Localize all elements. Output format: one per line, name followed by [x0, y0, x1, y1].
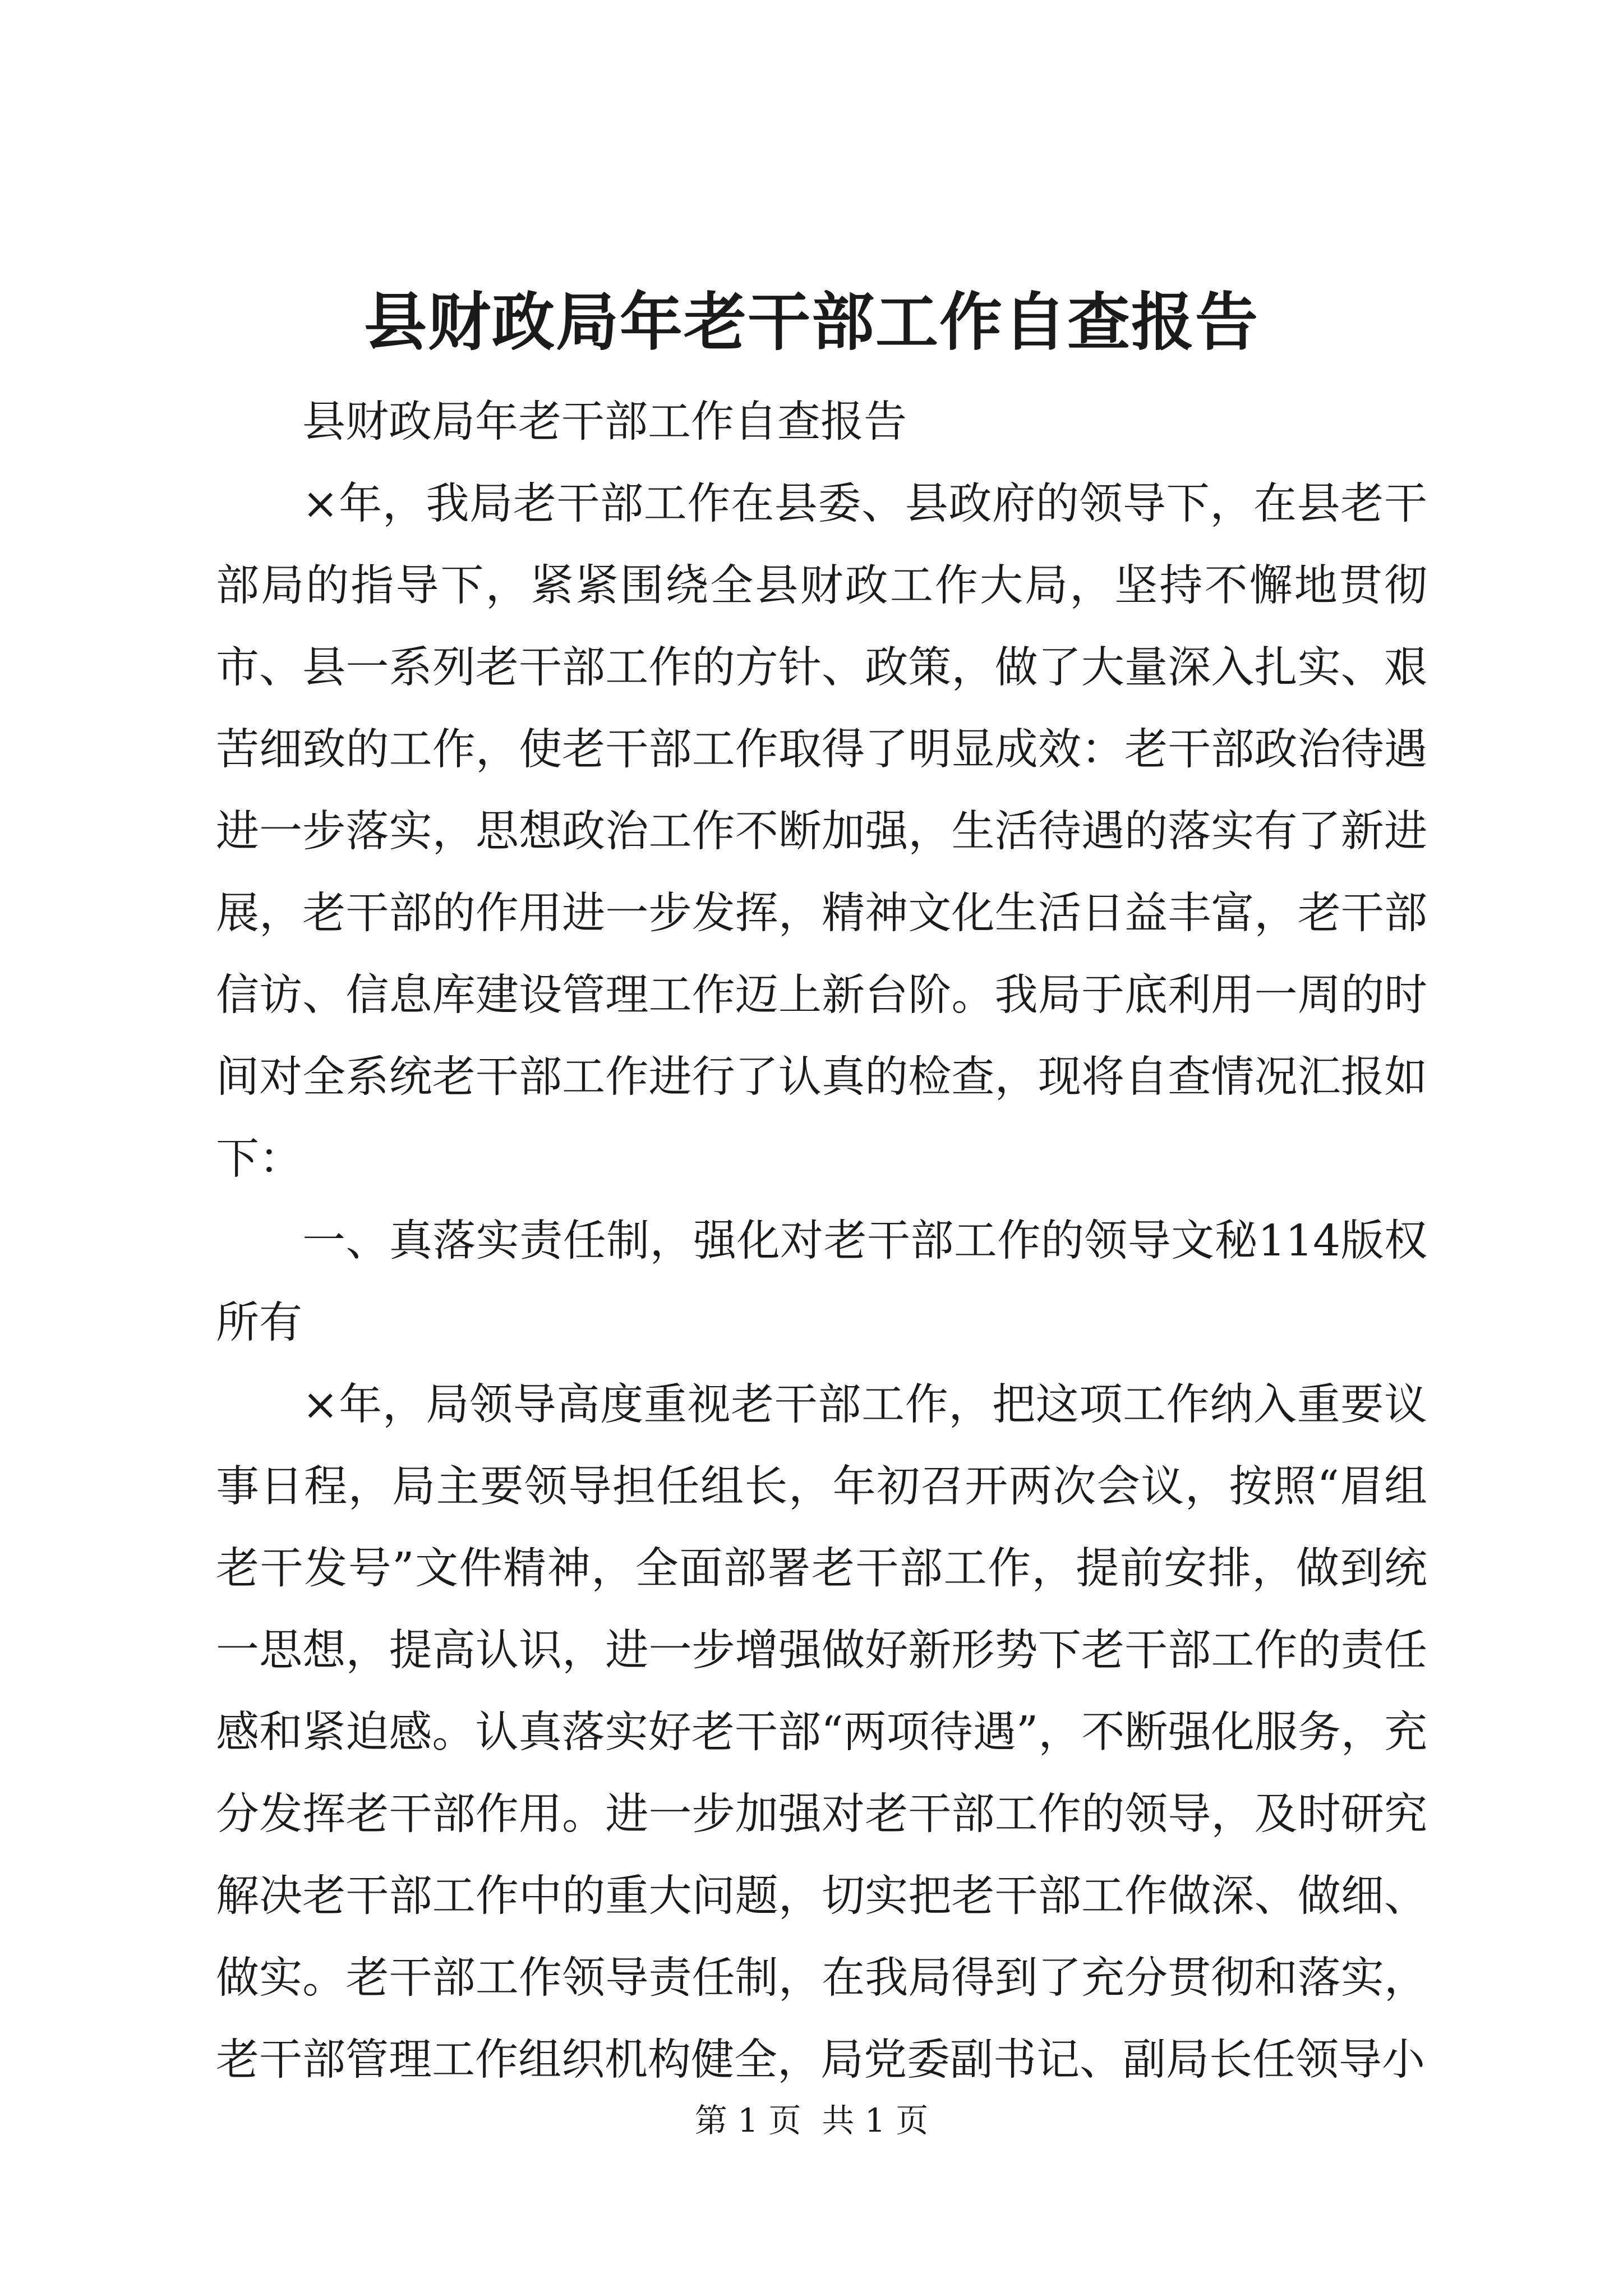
page-title: 县财政局年老干部工作自查报告 [364, 286, 1259, 359]
paragraph-intro: ×年，我局老干部工作在县委、县政府的领导下，在县老干部局的指导下，紧紧围绕全县财政工作大局，坚持不懈地贯彻市、县一系列老干部工作的方针、政策，做了大量深入扎实、艰苦细致的工作，使老干部工作取得了明显成效：老干部政治待遇进一步落实，思想政治工作不断加强，生活待遇的落实有了新进展，老干部的作用进一步发挥，精神文化生活日益丰富，老干部信访、信息库建设管理工作迈上新台阶。我局于底利用一周的时间对全系统老干部工作进行了认真的检查，现将自查情况汇报如下： [216, 479, 1427, 1184]
paragraph-section-heading: 一、真落实责任制，强化对老干部工作的领导文秘114版权所有 [216, 1216, 1427, 1348]
paragraph-section-body: ×年，局领导高度重视老干部工作，把这项工作纳入重要议事日程，局主要领导担任组长，年初召开两次会议，按照“眉组老干发号”文件精神，全面部署老干部工作，提前安排，做到统一思想，提高认识，进一步增强做好新形势下老干部工作的责任感和紧迫感。认真落实好老干部“两项待遇”，不断强化服务，充分发挥老干部作用。进一步加强对老干部工作的领导，及时研究解决老干部工作中的重大问题，切实把老干部工作做深、做细、做实。老干部工作领导责任制，在我局得到了充分贯彻和落实，老干部管理工作组织机构健全，局党委副书记、副局长任领导小 [216, 1380, 1427, 2085]
page-footer [0, 2101, 1623, 2140]
paragraph-subtitle: 县财政局年老干部工作自查报告 [302, 397, 907, 447]
page-number-label: 第 1 页 共 1 页 [694, 2101, 929, 2139]
document-body [216, 381, 1427, 2101]
